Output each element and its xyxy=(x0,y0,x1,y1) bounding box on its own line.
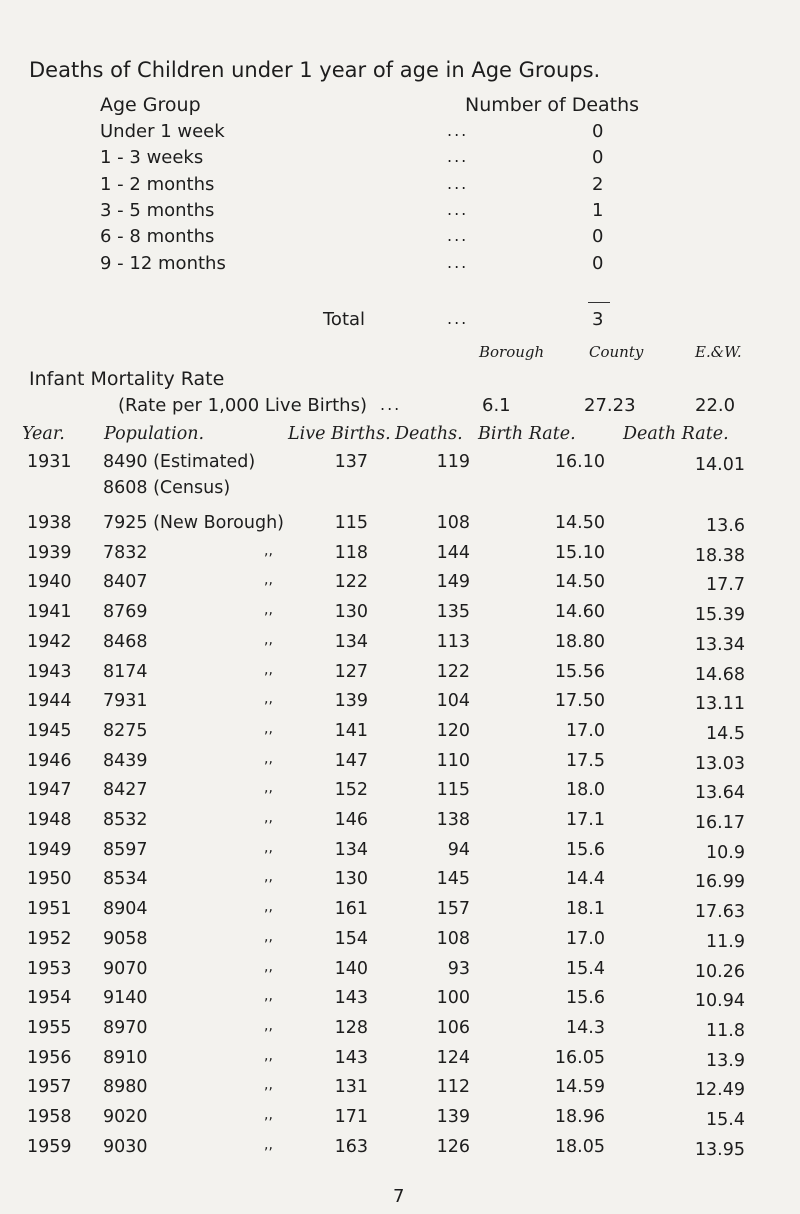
live-births-cell: 161 xyxy=(334,899,368,920)
ditto-mark: ,, xyxy=(264,1136,273,1153)
total-dots: ... xyxy=(447,309,469,328)
death-rate-cell: 13.9 xyxy=(706,1050,745,1071)
ditto-mark: ,, xyxy=(264,988,273,1005)
birth-rate-cell: 17.1 xyxy=(566,810,605,830)
live-births-cell: 147 xyxy=(334,750,368,771)
population-cell: 8597 xyxy=(103,839,148,860)
deaths-cell: 139 xyxy=(436,1107,470,1127)
deaths-cell: 157 xyxy=(436,899,470,920)
ditto-mark: ,, xyxy=(264,869,273,886)
leader-dots: ... xyxy=(447,226,469,246)
live-births-cell: 130 xyxy=(334,869,368,890)
col-deaths: Deaths. xyxy=(395,424,463,444)
live-births-cell: 163 xyxy=(334,1136,368,1157)
birth-rate-cell: 14.4 xyxy=(566,869,605,890)
age-group-label: 9 - 12 months xyxy=(100,252,226,274)
age-group-label: 1 - 2 months xyxy=(100,173,215,195)
total-rule xyxy=(588,302,610,303)
deaths-cell: 108 xyxy=(436,513,470,533)
imr-dots: ... xyxy=(380,395,402,414)
live-births-cell: 171 xyxy=(334,1107,368,1127)
ditto-mark: ,, xyxy=(264,1107,273,1123)
imr-ew-value: 22.0 xyxy=(695,395,736,416)
birth-rate-cell: 18.1 xyxy=(566,899,605,920)
death-rate-cell: 10.26 xyxy=(694,961,745,982)
death-rate-cell: 14.01 xyxy=(694,455,745,475)
live-births-cell: 130 xyxy=(334,602,368,623)
deaths-cell: 145 xyxy=(436,869,470,890)
ditto-mark: ,, xyxy=(264,750,273,767)
year-cell: 1952 xyxy=(27,928,72,949)
col-death-rate: Death Rate. xyxy=(623,424,729,444)
col-live-births: Live Births. xyxy=(288,424,391,444)
birth-rate-cell: 15.10 xyxy=(554,542,605,563)
age-group-header: Age Group xyxy=(100,94,201,116)
birth-rate-cell: 18.96 xyxy=(554,1107,605,1127)
birth-rate-cell: 17.50 xyxy=(554,691,605,712)
year-cell: 1947 xyxy=(27,780,72,801)
ditto-mark: ,, xyxy=(264,839,273,856)
population-cell: 8174 xyxy=(103,661,148,682)
leader-dots: ... xyxy=(447,173,469,193)
live-births-cell: 152 xyxy=(334,780,368,801)
death-rate-cell: 10.9 xyxy=(706,842,745,863)
total-value: 3 xyxy=(592,309,604,330)
year-cell: 1949 xyxy=(27,839,72,860)
deaths-cell: 115 xyxy=(436,780,470,801)
death-count: 0 xyxy=(592,147,604,169)
deaths-cell: 112 xyxy=(436,1077,470,1098)
year-cell: 1946 xyxy=(27,750,72,771)
ditto-mark: ,, xyxy=(264,780,273,797)
year-cell: 1956 xyxy=(27,1047,72,1068)
ditto-mark: ,, xyxy=(264,958,273,975)
population-cell: 8407 xyxy=(103,572,148,593)
ditto-mark: ,, xyxy=(264,691,273,708)
live-births-cell: 139 xyxy=(334,691,368,712)
population-cell: 8439 xyxy=(103,750,148,771)
birth-rate-cell: 17.5 xyxy=(566,750,605,771)
population-cell: 7931 xyxy=(103,691,148,712)
deaths-cell: 124 xyxy=(436,1047,470,1068)
deaths-cell: 113 xyxy=(436,631,470,652)
live-births-cell: 118 xyxy=(334,542,368,563)
death-rate-cell: 16.99 xyxy=(694,872,745,893)
death-rate-cell: 11.8 xyxy=(706,1020,745,1041)
population-cell: 8904 xyxy=(103,899,148,920)
age-group-label: 6 - 8 months xyxy=(100,226,215,248)
age-group-label: 3 - 5 months xyxy=(100,199,215,221)
live-births-cell: 154 xyxy=(334,928,368,949)
imr-county-value: 27.23 xyxy=(584,395,636,416)
deaths-cell: 110 xyxy=(436,750,470,771)
death-rate-cell: 13.95 xyxy=(694,1139,745,1160)
death-rate-cell: 13.03 xyxy=(694,753,745,774)
year-cell: 1958 xyxy=(27,1107,72,1127)
deaths-cell: 126 xyxy=(436,1136,470,1157)
col-year: Year. xyxy=(22,424,65,444)
deaths-cell: 104 xyxy=(436,691,470,712)
population-cell: 9020 xyxy=(103,1107,148,1127)
year-cell: 1948 xyxy=(27,810,72,830)
deaths-cell: 108 xyxy=(436,928,470,949)
year-cell: 1940 xyxy=(27,572,72,593)
deaths-cell: 106 xyxy=(436,1017,470,1038)
page-title: Deaths of Children under 1 year of age in Age Groups. xyxy=(29,58,601,82)
population-cell: 8490 (Estimated) xyxy=(103,452,256,472)
deaths-cell: 149 xyxy=(436,572,470,593)
death-rate-cell: 16.17 xyxy=(694,813,745,833)
birth-rate-cell: 17.0 xyxy=(566,720,605,741)
death-rate-cell: 17.7 xyxy=(706,575,745,596)
ditto-mark: ,, xyxy=(264,661,273,678)
death-rate-cell: 14.68 xyxy=(694,664,745,685)
ditto-mark: ,, xyxy=(264,631,273,648)
death-rate-cell: 15.4 xyxy=(706,1110,745,1130)
borough-header: Borough xyxy=(479,343,545,361)
ditto-mark: ,, xyxy=(264,572,273,589)
ditto-mark: ,, xyxy=(264,542,273,559)
population-cell: 8532 xyxy=(103,810,148,830)
year-cell: 1957 xyxy=(27,1077,72,1098)
year-cell: 1939 xyxy=(27,542,72,563)
page-number: 7 xyxy=(393,1186,405,1207)
live-births-cell: 143 xyxy=(334,988,368,1009)
population-cell: 9140 xyxy=(103,988,148,1009)
live-births-cell: 137 xyxy=(334,452,368,472)
birth-rate-cell: 14.50 xyxy=(554,513,605,533)
death-rate-cell: 11.9 xyxy=(706,931,745,952)
death-count: 0 xyxy=(592,226,604,248)
deaths-cell: 138 xyxy=(436,810,470,830)
death-rate-cell: 13.11 xyxy=(694,694,745,715)
deaths-cell: 120 xyxy=(436,720,470,741)
population-cell: 8769 xyxy=(103,602,148,623)
live-births-cell: 134 xyxy=(334,631,368,652)
death-rate-cell: 17.63 xyxy=(694,902,745,923)
birth-rate-cell: 15.6 xyxy=(566,839,605,860)
birth-rate-cell: 18.05 xyxy=(554,1136,605,1157)
ditto-mark: ,, xyxy=(264,1047,273,1064)
birth-rate-cell: 17.0 xyxy=(566,928,605,949)
ditto-mark: ,, xyxy=(264,720,273,737)
death-count: 2 xyxy=(592,173,604,195)
deaths-cell: 144 xyxy=(436,542,470,563)
death-count: 0 xyxy=(592,121,604,142)
live-births-cell: 128 xyxy=(334,1017,368,1038)
deaths-cell: 119 xyxy=(436,452,470,472)
ditto-mark: ,, xyxy=(264,1077,273,1094)
deaths-cell: 94 xyxy=(447,839,470,860)
ditto-mark: ,, xyxy=(264,602,273,619)
birth-rate-cell: 16.10 xyxy=(554,452,605,472)
ditto-mark: ,, xyxy=(264,810,273,826)
col-birth-rate: Birth Rate. xyxy=(478,424,576,444)
deaths-cell: 135 xyxy=(436,602,470,623)
population-cell: 8910 xyxy=(103,1047,148,1068)
population-cell: 7925 (New Borough) xyxy=(103,513,285,533)
population-cell: 7832 xyxy=(103,542,148,563)
birth-rate-cell: 15.6 xyxy=(566,988,605,1009)
birth-rate-cell: 16.05 xyxy=(554,1047,605,1068)
ew-header: E.&W. xyxy=(695,343,742,361)
population-cell: 8980 xyxy=(103,1077,148,1098)
year-cell: 1950 xyxy=(27,869,72,890)
death-rate-cell: 13.34 xyxy=(694,634,745,655)
leader-dots: ... xyxy=(447,199,469,219)
year-cell: 1945 xyxy=(27,720,72,741)
birth-rate-cell: 15.4 xyxy=(566,958,605,979)
death-rate-cell: 15.39 xyxy=(694,605,745,626)
imr-sub-label: (Rate per 1,000 Live Births) xyxy=(118,395,367,416)
birth-rate-cell: 14.50 xyxy=(554,572,605,593)
birth-rate-cell: 15.56 xyxy=(554,661,605,682)
total-label: Total xyxy=(323,309,366,330)
leader-dots: ... xyxy=(447,147,469,167)
deaths-cell: 93 xyxy=(447,958,470,979)
population-cell: 8970 xyxy=(103,1017,148,1038)
year-cell: 1943 xyxy=(27,661,72,682)
death-rate-cell: 12.49 xyxy=(694,1080,745,1101)
death-rate-cell: 13.6 xyxy=(706,516,745,536)
age-group-label: 1 - 3 weeks xyxy=(100,147,204,169)
birth-rate-cell: 18.80 xyxy=(554,631,605,652)
leader-dots: ... xyxy=(447,252,469,272)
live-births-cell: 146 xyxy=(334,810,368,830)
imr-borough-value: 6.1 xyxy=(482,395,511,416)
deaths-cell: 122 xyxy=(436,661,470,682)
birth-rate-cell: 14.60 xyxy=(554,602,605,623)
year-cell: 1941 xyxy=(27,602,72,623)
death-count: 1 xyxy=(592,199,604,221)
ditto-mark: ,, xyxy=(264,928,273,945)
leader-dots: ... xyxy=(447,121,469,140)
ditto-mark: ,, xyxy=(264,1017,273,1034)
year-cell: 1931 xyxy=(27,452,72,472)
live-births-cell: 134 xyxy=(334,839,368,860)
birth-rate-cell: 18.0 xyxy=(566,780,605,801)
deaths-cell: 100 xyxy=(436,988,470,1009)
population-cell: 9070 xyxy=(103,958,148,979)
imr-label: Infant Mortality Rate xyxy=(29,368,225,390)
death-rate-cell: 14.5 xyxy=(706,723,745,744)
population-census-cell: 8608 (Census) xyxy=(103,478,231,498)
population-cell: 8275 xyxy=(103,720,148,741)
year-cell: 1955 xyxy=(27,1017,72,1038)
birth-rate-cell: 14.3 xyxy=(566,1017,605,1038)
year-cell: 1953 xyxy=(27,958,72,979)
death-count: 0 xyxy=(592,252,604,274)
live-births-cell: 122 xyxy=(334,572,368,593)
ditto-mark: ,, xyxy=(264,899,273,916)
live-births-cell: 115 xyxy=(334,513,368,533)
year-cell: 1942 xyxy=(27,631,72,652)
live-births-cell: 143 xyxy=(334,1047,368,1068)
population-cell: 9058 xyxy=(103,928,148,949)
live-births-cell: 141 xyxy=(334,720,368,741)
deaths-count-header: Number of Deaths xyxy=(465,94,640,116)
live-births-cell: 127 xyxy=(334,661,368,682)
population-cell: 9030 xyxy=(103,1136,148,1157)
year-cell: 1951 xyxy=(27,899,72,920)
population-cell: 8534 xyxy=(103,869,148,890)
death-rate-cell: 10.94 xyxy=(694,991,745,1012)
live-births-cell: 131 xyxy=(334,1077,368,1098)
col-population: Population. xyxy=(104,424,205,444)
live-births-cell: 140 xyxy=(334,958,368,979)
year-cell: 1944 xyxy=(27,691,72,712)
birth-rate-cell: 14.59 xyxy=(554,1077,605,1098)
year-cell: 1959 xyxy=(27,1136,72,1157)
population-cell: 8468 xyxy=(103,631,148,652)
year-cell: 1938 xyxy=(27,513,72,533)
death-rate-cell: 18.38 xyxy=(694,545,745,566)
year-cell: 1954 xyxy=(27,988,72,1009)
death-rate-cell: 13.64 xyxy=(694,783,745,804)
population-cell: 8427 xyxy=(103,780,148,801)
county-header: County xyxy=(589,343,644,361)
age-group-label: Under 1 week xyxy=(100,121,225,142)
